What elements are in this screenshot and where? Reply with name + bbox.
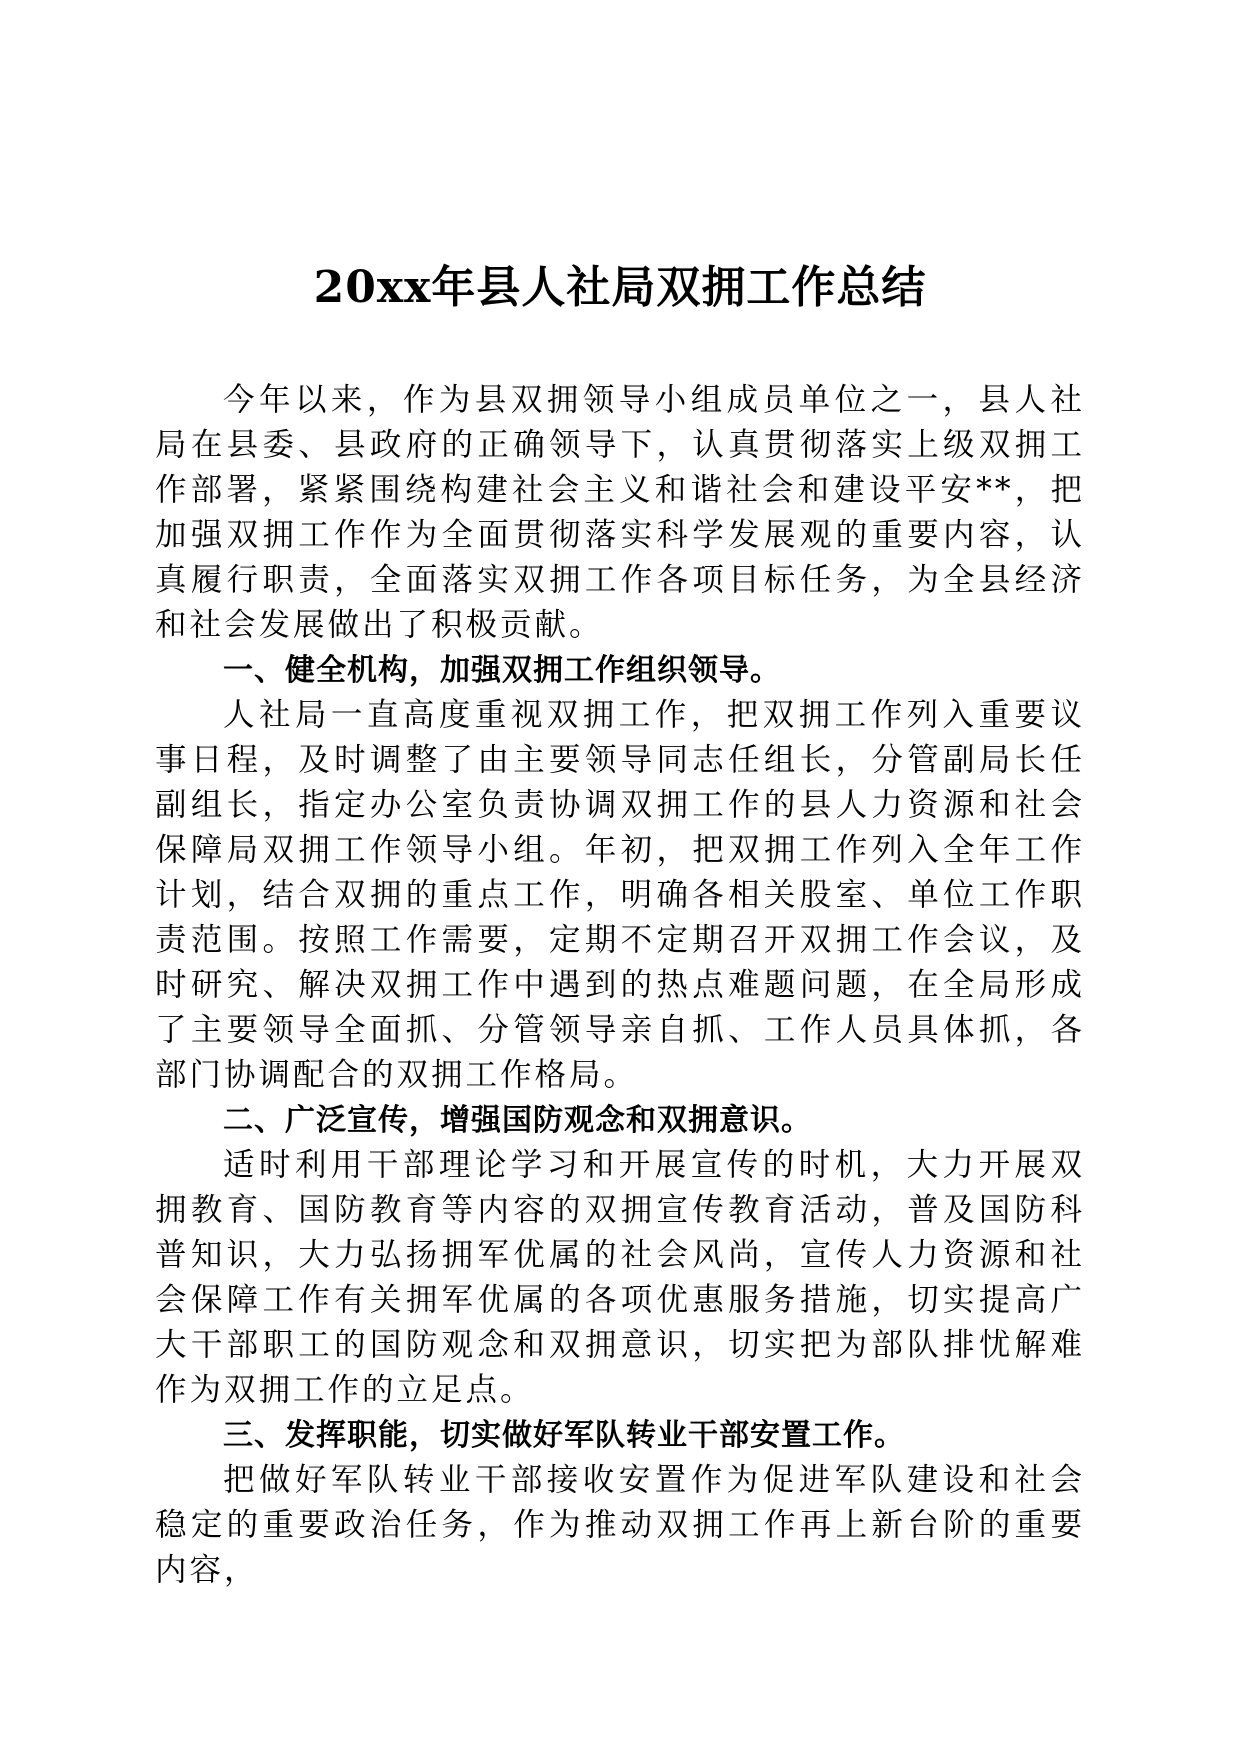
section-heading-1: 一、健全机构，加强双拥工作组织领导。 [223, 653, 781, 688]
section-heading-3: 三、发挥职能，切实做好军队转业干部安置工作。 [223, 1418, 905, 1453]
paragraph-section-2: 适时利用干部理论学习和开展宣传的时机，大力开展双拥教育、国防教育等内容的双拥宣传教育活动，普及国防科普知识，大力弘扬拥军优属的社会风尚，宣传人力资源和社会保障工作有关拥军优属的各项优惠服务措施，切实提高广大干部职工的国防观念和双拥意识，切实把为部队排忧解难作为双拥工作的立足点。 [155, 1147, 1085, 1408]
section-heading-2: 二、广泛宣传，增强国防观念和双拥意识。 [223, 1103, 812, 1138]
paragraph-section-3: 把做好军队转业干部接收安置作为促进军队建设和社会稳定的重要政治任务，作为推动双拥工作再上新台阶的重要内容， [155, 1462, 1085, 1588]
document-body [155, 378, 1085, 1593]
document-title: 20xx年县人社局双拥工作总结 [313, 262, 927, 313]
paragraph-section-1: 人社局一直高度重视双拥工作，把双拥工作列入重要议事日程，及时调整了由主要领导同志任组长，分管副局长任副组长，指定办公室负责协调双拥工作的县人力资源和社会保障局双拥工作领导小组。年初，把双拥工作列入全年工作计划，结合双拥的重点工作，明确各相关股室、单位工作职责范围。按照工作需要，定期不定期召开双拥工作会议，及时研究、解决双拥工作中遇到的热点难题问题，在全局形成了主要领导全面抓、分管领导亲自抓、工作人员具体抓，各部门协调配合的双拥工作格局。 [155, 697, 1085, 1093]
paragraph-intro: 今年以来，作为县双拥领导小组成员单位之一，县人社局在县委、县政府的正确领导下，认真贯彻落实上级双拥工作部署，紧紧围绕构建社会主义和谐社会和建设平安**，把加强双拥工作作为全面贯彻落实科学发展观的重要内容，认真履行职责，全面落实双拥工作各项目标任务，为全县经济和社会发展做出了积极贡献。 [155, 382, 1085, 643]
